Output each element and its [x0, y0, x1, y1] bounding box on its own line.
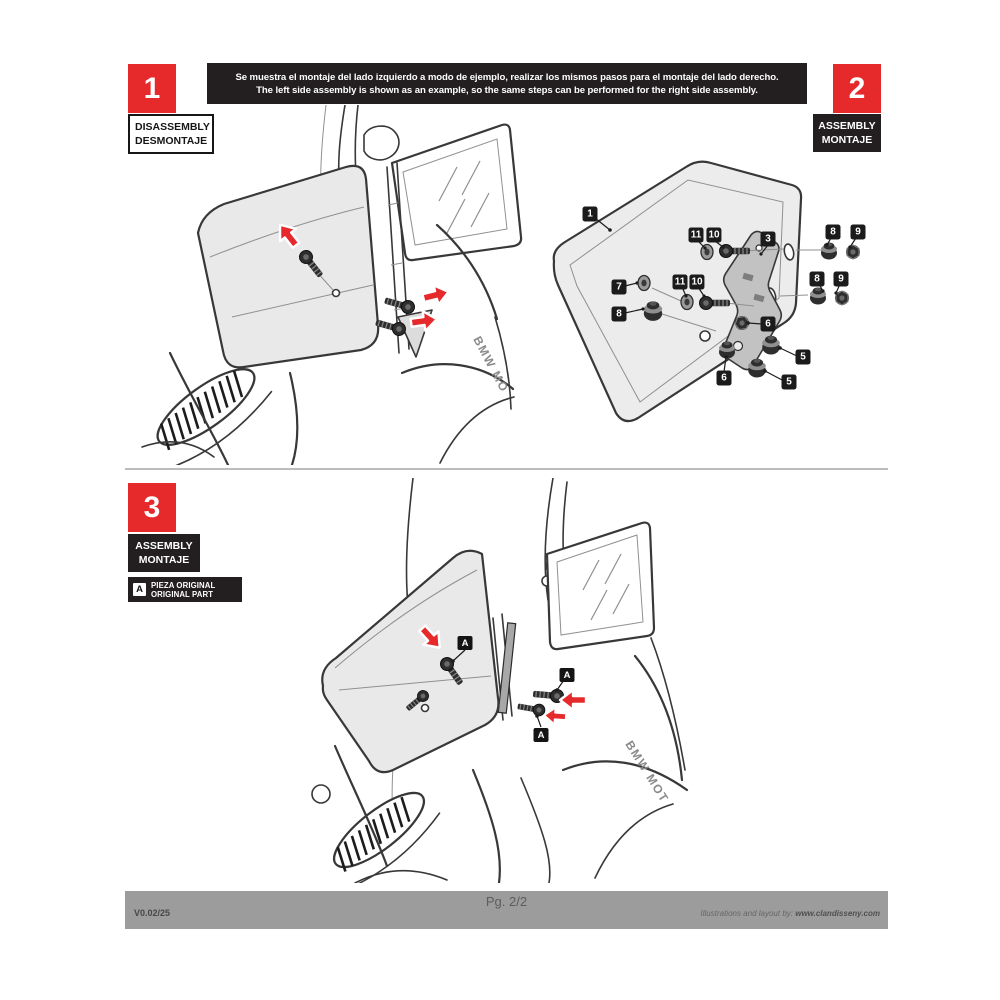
red-arrow-left	[543, 707, 566, 726]
callout-badge: 6	[761, 317, 776, 332]
callout-badge: 7	[612, 280, 627, 295]
callout-badge: 10	[691, 276, 703, 288]
bike-brand-text: BMW MO	[470, 333, 512, 395]
legend-line-en: ORIGINAL PART	[151, 589, 214, 599]
step1-label-en: DISASSEMBLY	[135, 121, 210, 133]
windscreen	[392, 125, 521, 261]
callout-badge: 10	[708, 229, 720, 241]
diagram3-panel	[295, 478, 720, 883]
diagram2-illustration	[540, 155, 890, 445]
example-note-banner	[207, 63, 807, 104]
dash-grille	[314, 779, 446, 883]
screw-illustration	[517, 700, 546, 716]
step3-number: 3	[143, 490, 161, 524]
hand-deflector	[198, 166, 378, 368]
credit-line	[701, 909, 881, 918]
credit-site-link[interactable]: www.clandisseny.com	[795, 909, 880, 918]
callout-badge: 8	[810, 272, 825, 287]
screw-illustration	[383, 294, 416, 315]
hand-deflector	[322, 551, 498, 772]
version-label: V0.02/25	[134, 908, 171, 918]
callout-badge: 11	[689, 228, 704, 243]
a-badge-legend: A	[133, 583, 146, 596]
diagram1-panel	[140, 105, 525, 465]
diagram2-panel	[540, 155, 890, 445]
callout-badge: 5	[782, 375, 797, 390]
step2-label-en: ASSEMBLY	[818, 120, 876, 132]
credit-prefix: Illustrations and layout by:	[700, 909, 796, 918]
nut-part	[846, 245, 860, 259]
step3-label	[128, 534, 200, 572]
original-part-badge: A	[534, 728, 549, 742]
step1-number: 1	[143, 71, 161, 105]
step2-number: 2	[848, 71, 866, 105]
callout-badge: 9	[834, 272, 849, 287]
washer-part	[638, 276, 650, 291]
step3-label-en: ASSEMBLY	[135, 540, 193, 552]
callout-badge: 3	[761, 232, 776, 247]
red-arrow-right	[421, 282, 451, 308]
legend-line-es: PIEZA ORIGINAL	[151, 580, 216, 590]
step1-label-es: DESMONTAJE	[135, 135, 208, 147]
diagram1-illustration	[140, 105, 525, 465]
callout-badge: 1	[583, 207, 598, 222]
banner-text-en: The left side assembly is shown as an example, so the same steps can be performed for the right side assembly.	[256, 84, 758, 96]
original-part-badge: A	[560, 668, 575, 682]
callout-badge: 11	[673, 275, 688, 290]
red-arrow-left	[560, 690, 586, 710]
step3-label-es: MONTAJE	[138, 554, 190, 566]
footer-bar	[125, 891, 888, 929]
callout-badge: 5	[796, 350, 811, 365]
bike-brand-text: BMW MOT	[622, 738, 672, 806]
original-part-badge: A	[458, 636, 473, 650]
step2-label	[813, 114, 881, 152]
washer-part	[701, 245, 713, 260]
step3-number-badge	[128, 483, 176, 532]
grommet-part	[821, 243, 837, 260]
diagram3-illustration	[295, 478, 720, 883]
callout-badge: 6	[717, 371, 732, 386]
dash-grille	[140, 354, 277, 465]
callout-badge: 9	[851, 225, 866, 240]
section-divider	[125, 468, 888, 470]
step2-label-es: MONTAJE	[821, 134, 873, 146]
banner-text-es: Se muestra el montaje del lado izquierdo a modo de ejemplo, realizar los mismos pasos para el montaje del lado derecho.	[235, 71, 779, 83]
page-number: Pg. 2/2	[485, 894, 528, 909]
step2-number-badge	[833, 64, 881, 113]
callout-badge: 8	[826, 225, 841, 240]
callout-badge: 8	[612, 307, 627, 322]
original-part-legend	[128, 577, 242, 602]
